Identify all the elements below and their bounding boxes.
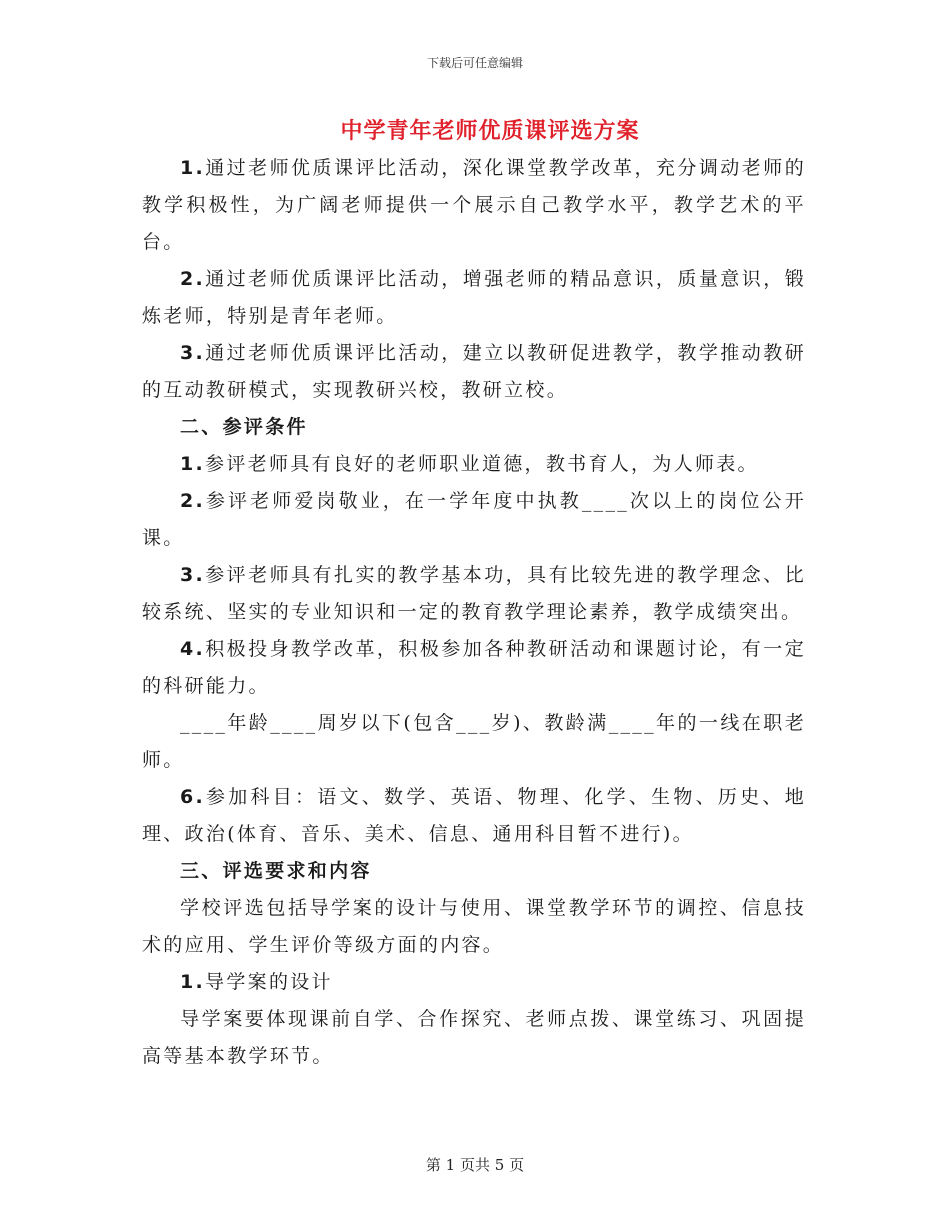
paragraph-condition-3: 3.参评老师具有扎实的教学基本功，具有比较先进的教学理念、比较系统、坚实的专业知识和一定的教育教学理论素养，教学成绩突出。 [142, 564, 806, 623]
paragraph-requirement-1-text: 导学案要体现课前自学、合作探究、老师点拨、课堂练习、巩固提高等基本教学环节。 [142, 1008, 806, 1067]
document-title: 中学青年老师优质课评选方案 [340, 118, 640, 144]
section-heading-requirements: 三、评选要求和内容 [180, 860, 372, 882]
paragraph-requirement-1-title: 1.导学案的设计 [180, 971, 333, 993]
paragraph-condition-2: 2.参评老师爱岗敬业，在一学年度中执教____次以上的岗位公开课。 [142, 490, 806, 549]
section-heading-conditions: 二、参评条件 [180, 416, 308, 438]
page-header-note: 下载后可任意编辑 [426, 56, 523, 70]
page-footer: 第 1 页共 5 页 [425, 1156, 525, 1174]
paragraph-purpose-1: 1.通过老师优质课评比活动，深化课堂教学改革，充分调动老师的教学积极性，为广阔老师提供一个展示自己教学水平，教学艺术的平台。 [142, 157, 806, 253]
paragraph-condition-1: 1.参评老师具有良好的老师职业道德，教书育人，为人师表。 [180, 453, 759, 475]
paragraph-condition-6: 6.参加科目：语文、数学、英语、物理、化学、生物、历史、地理、政治(体育、音乐、美术、信息、通用科目暂不进行)。 [142, 786, 806, 845]
paragraph-condition-age: ____年龄____周岁以下(包含___岁)、教龄满____年的一线在职老师。 [142, 712, 806, 771]
paragraph-requirements-intro: 学校评选包括导学案的设计与使用、课堂教学环节的调控、信息技术的应用、学生评价等级方面的内容。 [142, 897, 806, 956]
paragraph-purpose-3: 3.通过老师优质课评比活动，建立以教研促进教学，教学推动教研的互动教研模式，实现教研兴校，教研立校。 [142, 342, 806, 401]
paragraph-purpose-2: 2.通过老师优质课评比活动，增强老师的精品意识，质量意识，锻炼老师，特别是青年老师。 [142, 268, 806, 327]
document-body [142, 150, 806, 1075]
paragraph-condition-4: 4.积极投身教学改革，积极参加各种教研活动和课题讨论，有一定的科研能力。 [142, 638, 806, 697]
